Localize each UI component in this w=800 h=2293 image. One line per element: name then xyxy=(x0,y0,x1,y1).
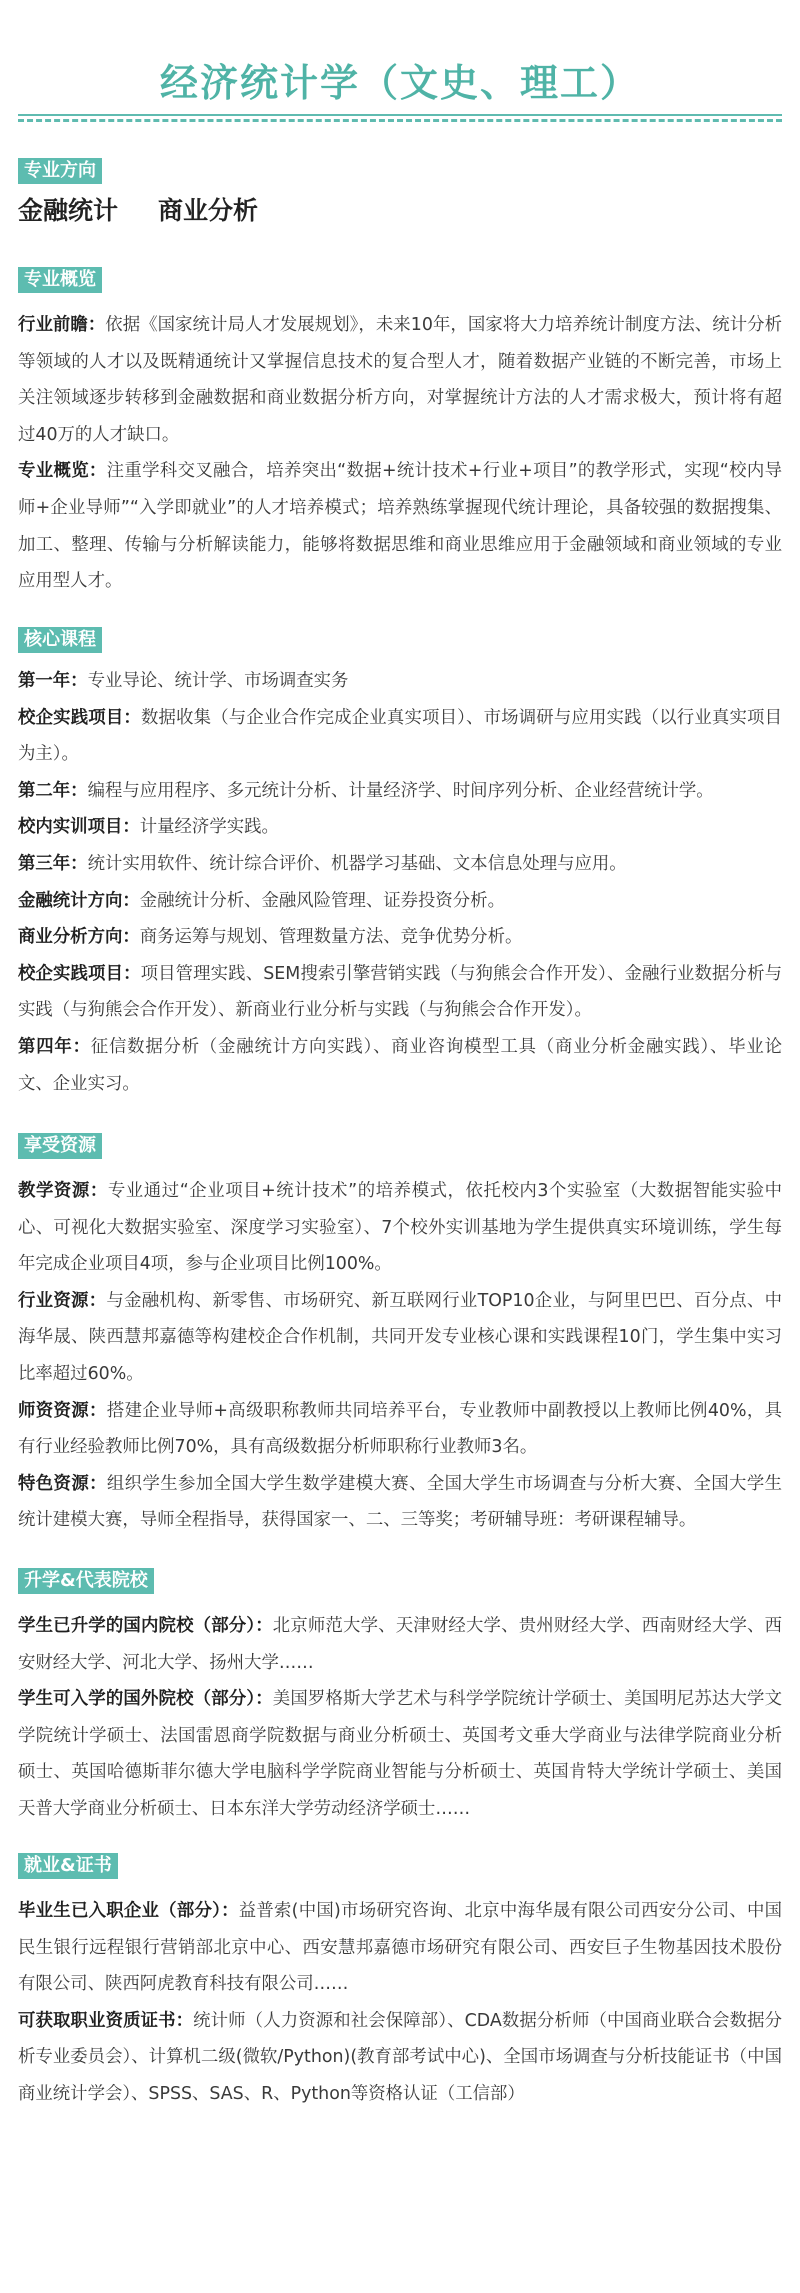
paragraph-lead: 校企实践项目： xyxy=(18,963,141,984)
paragraph-text: 统计实用软件、统计综合评价、机器学习基础、文本信息处理与应用。 xyxy=(87,853,627,874)
schools-body xyxy=(18,1608,782,1828)
paragraph xyxy=(18,1608,782,1681)
page-title: 经济统计学（文史、理工） xyxy=(159,61,640,105)
overview-body xyxy=(18,307,782,600)
section-overview xyxy=(18,267,782,600)
paragraph xyxy=(18,663,782,700)
section-label-overview: 专业概览 xyxy=(18,267,102,293)
paragraph-text: 统计师（人力资源和社会保障部）、CDA数据分析师（中国商业联合会数据分析专业委员会）、计算机二级(微软/Python)(教育部考试中心)、全国市场调查与分析技能证书（中国商业统计学会）、SPSS、SAS、R、Python等资格认证（工信部） xyxy=(18,2010,782,2104)
paragraph-text: 与金融机构、新零售、市场研究、新互联网行业TOP10企业，与阿里巴巴、百分点、中海华晟、陕西慧邦嘉德等构建校企合作机制，共同开发专业核心课和实践课程10门，学生集中实习比率超过60%。 xyxy=(18,1290,782,1384)
career-body xyxy=(18,1893,782,2113)
section-resources xyxy=(18,1133,782,1539)
paragraph xyxy=(18,773,782,810)
paragraph-lead: 毕业生已入职企业（部分）： xyxy=(18,1901,239,1921)
paragraph-lead: 第三年： xyxy=(18,853,88,874)
paragraph xyxy=(18,1893,782,2003)
paragraph xyxy=(18,1173,782,1283)
paragraph-text: 搭建企业导师+高级职称教师共同培养平台，专业教师中副教授以上教师比例40%，具有行业经验教师比例70%，具有高级数据分析师职称行业教师3名。 xyxy=(18,1400,782,1458)
track-item: 商业分析 xyxy=(158,196,259,225)
paragraph-text: 组织学生参加全国大学生数学建模大赛、全国大学生市场调查与分析大赛、全国大学生统计建模大赛，导师全程指导，获得国家一、二、三等奖；考研辅导班：考研课程辅导。 xyxy=(18,1473,782,1531)
paragraph-text: 计量经济学实践。 xyxy=(139,817,279,838)
paragraph-lead: 教学资源： xyxy=(18,1181,108,1201)
paragraph-text: 北京师范大学、天津财经大学、贵州财经大学、西南财经大学、西安财经大学、河北大学、扬州大学…… xyxy=(18,1616,782,1673)
paragraph-lead: 特色资源： xyxy=(18,1473,107,1494)
paragraph xyxy=(18,956,782,1029)
paragraph-lead: 商业分析方向： xyxy=(18,927,140,948)
paragraph xyxy=(18,700,782,773)
paragraph-lead: 学生可入学的国外院校（部分）： xyxy=(18,1689,273,1710)
paragraph xyxy=(18,919,782,956)
paragraph-text: 依据《国家统计局人才发展规划》，未来10年，国家将大力培养统计制度方法、统计分析等领域的人才以及既精通统计又掌握信息技术的复合型人才，随着数据产业链的不断完善，市场上关注领域逐步转移到金融数据和商业数据分析方向，对掌握统计方法的人才需求极大，预计将有超过40万的人才缺口。 xyxy=(18,315,782,445)
track-item: 金融统计 xyxy=(18,196,119,225)
paragraph-text: 美国罗格斯大学艺术与科学学院统计学硕士、美国明尼苏达大学文学院统计学硕士、法国雷恩商学院数据与商业分析硕士、英国考文垂大学商业与法律学院商业分析硕士、英国哈德斯菲尔德大学电脑科学学院商业智能与分析硕士、英国肯特大学统计学硕士、美国天普大学商业分析硕士、日本东洋大学劳动经济学硕士…… xyxy=(18,1689,782,1819)
section-direction xyxy=(18,158,782,228)
paragraph-text: 益普索(中国)市场研究咨询、北京中海华晟有限公司西安分公司、中国民生银行远程银行营销部北京中心、西安慧邦嘉德市场研究有限公司、西安巨子生物基因技术股份有限公司、陕西阿虎教育科技有限公司…… xyxy=(18,1901,782,1995)
paragraph xyxy=(18,1283,782,1393)
paragraph-lead: 行业资源： xyxy=(18,1290,107,1311)
paragraph-text: 编程与应用程序、多元统计分析、计量经济学、时间序列分析、企业经营统计学。 xyxy=(87,780,714,801)
paragraph-text: 专业通过“企业项目+统计技术”的培养模式，依托校内3个实验室（大数据智能实验中心、可视化大数据实验室、深度学习实验室）、7个校外实训基地为学生提供真实环境训练，学生每年完成企业项目4项，参与企业项目比例100%。 xyxy=(18,1181,782,1275)
paragraph-text: 征信数据分析（金融统计方向实践）、商业咨询模型工具（商业分析金融实践）、毕业论文、企业实习。 xyxy=(18,1036,782,1094)
paragraph-lead: 可获取职业资质证书： xyxy=(18,2010,194,2031)
resources-body xyxy=(18,1173,782,1539)
paragraph xyxy=(18,1681,782,1827)
paragraph xyxy=(18,1466,782,1539)
paragraph-text: 数据收集（与企业合作完成企业真实项目）、市场调研与应用实践（以行业真实项目为主）。 xyxy=(18,707,782,765)
paragraph-lead: 专业概览： xyxy=(18,461,107,482)
section-label-courses: 核心课程 xyxy=(18,627,102,653)
courses-body xyxy=(18,663,782,1102)
paragraph-lead: 校内实训项目： xyxy=(18,817,140,838)
paragraph-lead: 第二年： xyxy=(18,780,88,801)
title-divider-dashed xyxy=(18,119,782,122)
paragraph-text: 商务运筹与规划、管理数量方法、竞争优势分析。 xyxy=(139,927,523,948)
paragraph-lead: 第四年： xyxy=(18,1036,91,1057)
paragraph xyxy=(18,2003,782,2113)
section-career xyxy=(18,1853,782,2113)
paragraph xyxy=(18,307,782,453)
section-label-resources: 享受资源 xyxy=(18,1133,102,1159)
paragraph xyxy=(18,1029,782,1102)
paragraph-lead: 学生已升学的国内院校（部分）： xyxy=(18,1616,273,1636)
paragraph-lead: 行业前瞻： xyxy=(18,315,106,335)
paragraph-text: 注重学科交叉融合，培养突出“数据+统计技术+行业+项目”的教学形式，实现“校内导师+企业导师”“入学即就业”的人才培养模式；培养熟练掌握现代统计理论，具备较强的数据搜集、加工、整理、传输与分析解读能力，能够将数据思维和商业思维应用于金融领域和商业领域的专业应用型人才。 xyxy=(18,461,782,592)
title-divider xyxy=(18,114,782,116)
track-list xyxy=(18,194,782,228)
paragraph xyxy=(18,883,782,920)
section-label-direction: 专业方向 xyxy=(18,158,102,184)
paragraph-text: 专业导论、统计学、市场调查实务 xyxy=(87,671,349,691)
section-courses xyxy=(18,627,782,1102)
paragraph xyxy=(18,1393,782,1466)
paragraph xyxy=(18,809,782,846)
paragraph xyxy=(18,846,782,883)
paragraph xyxy=(18,453,782,599)
section-schools xyxy=(18,1568,782,1828)
paragraph-lead: 第一年： xyxy=(18,671,88,691)
paragraph-lead: 金融统计方向： xyxy=(18,890,140,911)
section-label-schools: 升学&代表院校 xyxy=(18,1568,154,1594)
paragraph-text: 金融统计分析、金融风险管理、证券投资分析。 xyxy=(139,890,505,911)
paragraph-lead: 校企实践项目： xyxy=(18,707,141,728)
section-label-career: 就业&证书 xyxy=(18,1853,118,1879)
paragraph-text: 项目管理实践、SEM搜索引擎营销实践（与狗熊会合作开发）、金融行业数据分析与实践（与狗熊会合作开发）、新商业行业分析与实践（与狗熊会合作开发）。 xyxy=(18,963,782,1021)
paragraph-lead: 师资资源： xyxy=(18,1400,107,1421)
